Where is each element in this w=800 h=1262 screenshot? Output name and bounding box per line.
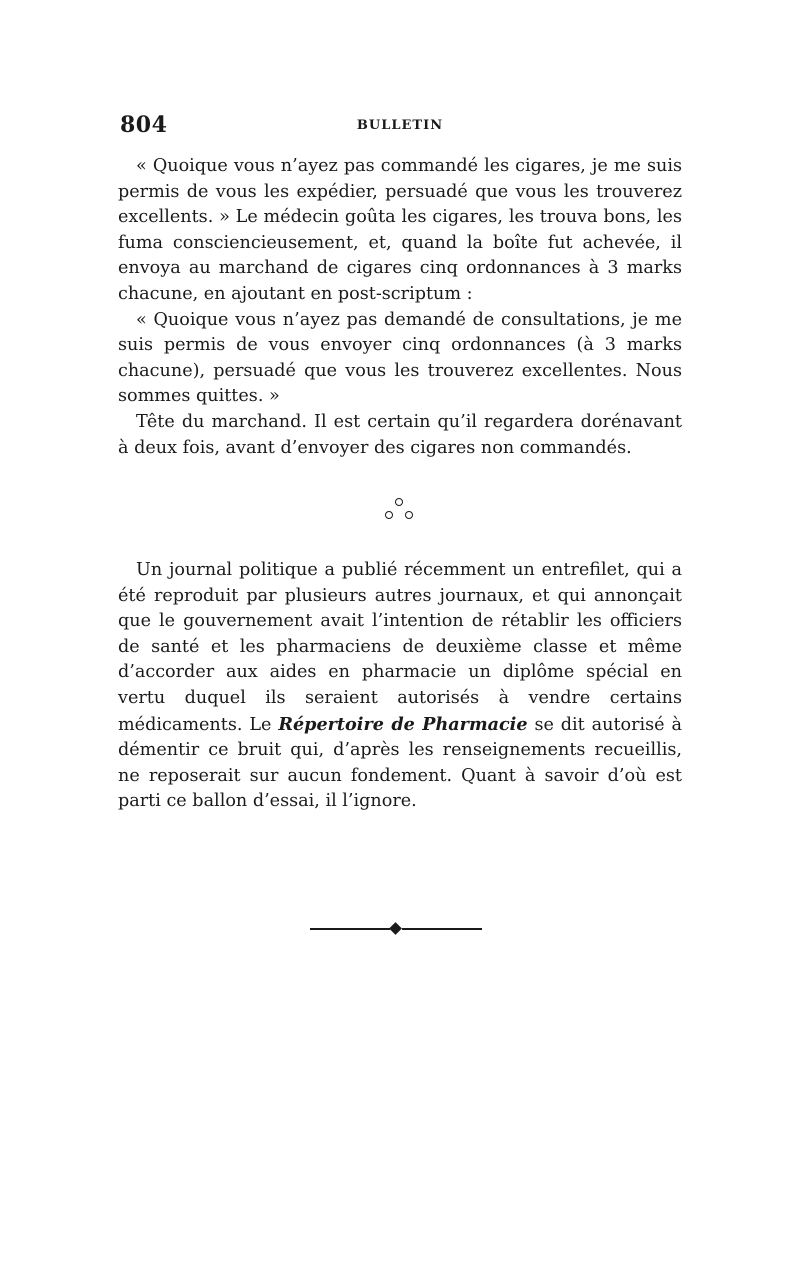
- rule-line: [310, 928, 390, 930]
- ornament-dot: [405, 511, 413, 519]
- paragraph-text: Un journal politique a publié récemment un entrefilet, qui a été reproduit par plusieurs autres journaux, et qui annonçait que le gouvernement avait l’intention de rétablir les officiers de santé et les pharmaciens de deuxième classe et même d’accorder aux aides en pharmacie un diplôme spécial en vertu duquel ils seraient autorisés à vendre certains médicaments. Le: [118, 560, 682, 735]
- page-number: 804: [120, 112, 168, 138]
- diamond-icon: [389, 922, 402, 935]
- paragraph-text: se dit autorisé à démentir ce bruit qui, d’après les renseignements recueillis, ne reposerait sur aucun fondement. Quant à savoir d’où est parti ce ballon d’essai, il l’ignore.: [118, 714, 682, 812]
- article-cigars: [118, 154, 682, 461]
- running-title: BULLETIN: [356, 118, 444, 133]
- asterism-ornament: [382, 498, 418, 524]
- article-pharmacie: [118, 558, 682, 815]
- paragraph: « Quoique vous n’ayez pas demandé de consultations, je me suis permis de vous envoyer cinq ordonnances (à 3 marks chacune), persuadé que vous les trouverez excellentes. Nous sommes quittes. »: [118, 309, 682, 407]
- diamond-rule-ornament: [310, 922, 482, 936]
- paragraph: Tête du marchand. Il est certain qu’il regardera dorénavant à deux fois, avant d’envoyer des cigares non commandés.: [118, 411, 682, 458]
- paragraph: [118, 558, 682, 815]
- journal-title: Répertoire de Pharmacie: [278, 713, 528, 735]
- paragraph: « Quoique vous n’ayez pas commandé les cigares, je me suis permis de vous les expédier, persuadé que vous les trouverez excellents. » Le médecin goûta les cigares, les trouva bons, les fuma consciencieusement, et, quand la boîte fut achevée, il envoya au marchand de cigares cinq ordonnances à 3 marks chacune, en ajoutant en post-scriptum :: [118, 156, 682, 304]
- ornament-dot: [395, 498, 403, 506]
- rule-line: [402, 928, 482, 930]
- ornament-dot: [385, 511, 393, 519]
